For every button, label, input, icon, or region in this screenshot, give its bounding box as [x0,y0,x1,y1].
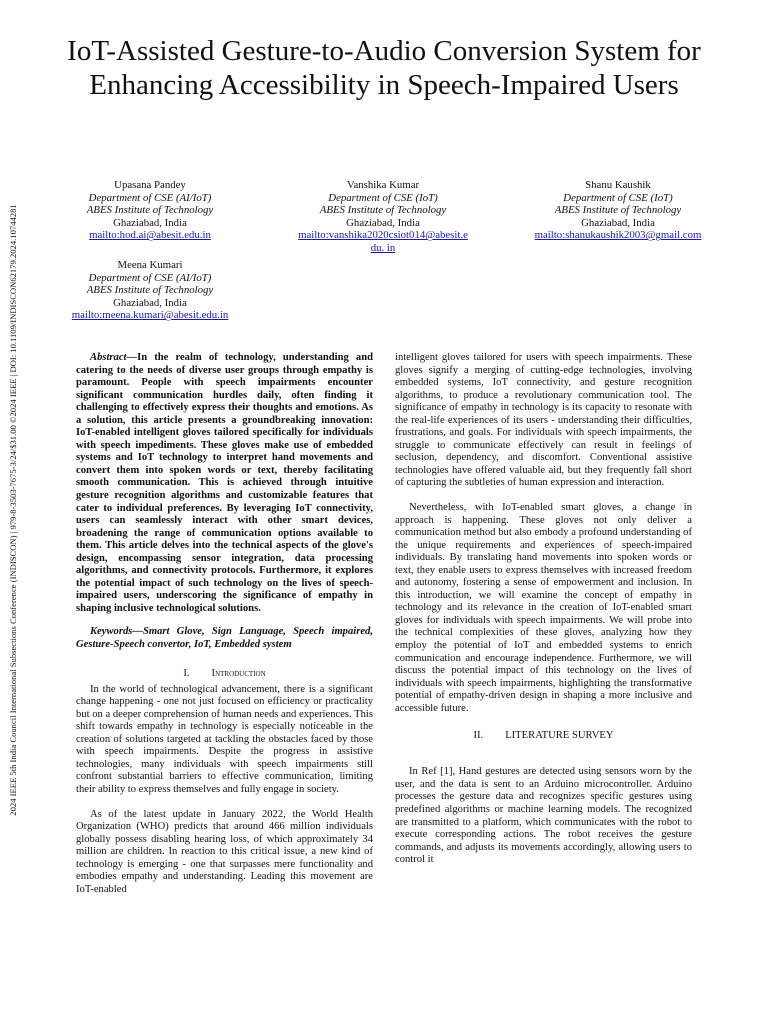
author-inst: ABES Institute of Technology [319,204,447,217]
author-dept: Department of CSE (IoT) [328,191,438,204]
keywords-text: Smart Glove, Sign Language, Speech impaired, Gesture-Speech convertor, IoT, Embedded system [76,626,373,651]
section-number: II. [473,730,484,742]
sidebar-citation-text: 2024 IEEE 5th India Council International Subsections Conference (INDISCON) | 979-8-3503-7675-3/24/$31.00 ©2024 IEEE | DOI: 10.1109/INDISCON62179.2024.10744281 [8,204,18,816]
author-name: Vanshika Kumar [346,179,420,191]
keywords-dash: — [132,626,143,638]
section-title: Introduction [211,667,266,679]
right-paragraph-2: Nevertheless, with IoT-enabled smart gloves, a change in approach is happening. These gloves not only deliver a communication method but also embody a profound understanding of the unique requirements and experiences of speech-impaired individuals. By translating hand movements into spoken words or text, they enable users to express themselves with increased freedom and autonomy, fostering a sense of empowerment and inclusion. In this introduction, we will examine the concept of empathy in technology and its relevance in the creation of IoT-enabled smart gloves for individuals with speech impairments. We will probe into the technical complexities of these gloves, analyzing how they employ the potential of IoT and embedded systems to enrich communication and encourage independence. Furthermore, we will discuss the potential impact of this technology on the lives of individuals with speech impairments, highlighting the transformative potential of empathy-driven design in shaping a more inclusive and accessible future. [395,502,692,714]
author-city: Ghaziabad, India [113,296,187,309]
author-email-link[interactable]: mailto:hod.ai@abesit.edu.in [89,229,211,242]
author-email-link[interactable]: mailto:vanshika2020csiot014@abesit.e [298,229,468,242]
author-dept: Department of CSE (AI/IoT) [88,191,212,204]
section-heading-literature-survey [395,729,692,742]
sidebar-citation [5,165,21,855]
right-paragraph-1: intelligent gloves tailored for users with speech impairments. These gloves signify a merging of cutting-edge technologies, involving embedded systems, IoT connectivity, and gesture recognition algorithms, to produce a revolutionary communication tool. The significance of empathy in technology is its capacity to resonate with the real-life experiences of its users - understanding their difficulties, frustrations, and goals. For individuals with speech impairments, the struggle to communicate effectively can result in feelings of seclusion, dependency, and discomfort. Conventional assistive technologies have offered valuable aid, but they frequently fall short of capturing the subtleties of human expression and interaction. [395,352,692,489]
keywords [76,626,373,651]
author-city: Ghaziabad, India [113,216,187,229]
author-dept: Department of CSE (IoT) [563,191,673,204]
keywords-label: Keywords [90,626,133,638]
section-number: I. [183,667,190,679]
author-inst: ABES Institute of Technology [86,284,214,297]
abstract [76,352,373,615]
paper-title: IoT-Assisted Gesture-to-Audio Conversion System for Enhancing Accessibility in Speech-Impaired Users [67,35,701,101]
right-column [395,352,692,867]
abstract-label: Abstract [90,352,127,363]
author-name: Meena Kumari [117,259,183,271]
author-inst: ABES Institute of Technology [554,204,682,217]
author-block-1 [55,179,245,242]
author-city: Ghaziabad, India [581,216,655,229]
author-email-link[interactable]: mailto:shanukaushik2003@gmail.com [534,229,702,242]
literature-paragraph-1: In Ref [1], Hand gestures are detected using sensors worn by the user, and the data is sent to an Arduino microcontroller. Arduino processes the gesture data and recognizes specific gestures using predefined algorithms or machine learning models. The recognized are transmitted to a platform, which communicates with the robot to execute corresponding actions. The robot receives the gesture commands, and adjusts its movements accordingly, allowing users to control it [395,766,692,866]
author-dept: Department of CSE (AI/IoT) [88,271,212,284]
left-column [76,352,373,896]
intro-paragraph-2: As of the latest update in January 2022, the World Health Organization (WHO) predicts that around 466 million individuals globally possess disabling hearing loss, of which approximately 34 million are children. In reaction to this critical issue, a new kind of technology is emerging - one that surpasses mere functionality and embodies empathy and understanding. Leading this movement are IoT-enabled [76,808,373,895]
author-block-3 [513,179,723,242]
author-inst: ABES Institute of Technology [86,204,214,217]
abstract-text: In the realm of technology, understanding and catering to the needs of diverse user groups through empathy is paramount. People with speech impairments encounter significant communication hurdles daily, often finding it challenging to effectively express their thoughts and emotions. As a solution, this article presents a groundbreaking innovation: IoT-enabled intelligent gloves tailored specifically for individuals with speech impediments. These gloves make use of embedded systems and IoT technology to interpret hand movements and convert them into spoken words or text, thereby facilitating smooth communication. This is achieved through intuitive gesture recognition algorithms and customizable features that cater to individual preferences. By leveraging IoT connectivity, users can seamlessly interact with other smart devices, broadening the range of communication options available to them. This article delves into the technical aspects of the glove's design, encompassing sensor integration, data processing algorithms, and connectivity protocols. Furthermore, it explores the potential impact of such technology on the lives of speech-impaired users, underscoring the significance of empathy in shaping inclusive technological solutions. [76,352,373,614]
author-name: Shanu Kaushik [585,179,651,191]
author-block-4 [55,259,245,322]
section-title: LITERATURE SURVEY [505,730,614,742]
author-city: Ghaziabad, India [346,216,420,229]
intro-paragraph-1: In the world of technological advancement, there is a significant change happening - one not just focused on efficiency or practicality but on a deeper comprehension of human needs and experiences. This shift towards empathy in technology is especially noticeable in the creation of solutions targeted at tackling the obstacles faced by those with speech impairments. Despite the progress in assistive technologies, many individuals with speech impairments still confront substantial barriers to effective communication, limiting their ability to express themselves and fully engage in society. [76,683,373,795]
author-email-link[interactable]: mailto:meena.kumari@abesit.edu.in [71,309,229,322]
abstract-dash: — [126,352,138,363]
section-heading-introduction [76,667,373,680]
author-email-link-cont[interactable]: du. in [370,241,396,254]
author-block-2 [288,179,478,255]
author-name: Upasana Pandey [114,179,186,191]
